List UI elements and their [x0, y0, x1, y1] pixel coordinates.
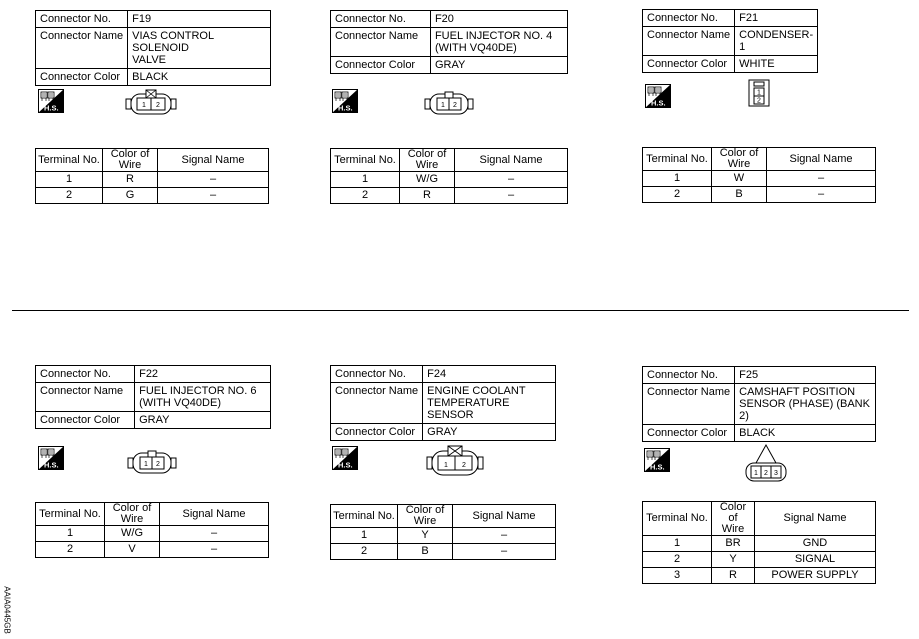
table-row: [643, 568, 876, 584]
connector-info-table: [642, 9, 818, 73]
signal-cell: POWER SUPPLY: [755, 568, 876, 584]
connector-face-icon: [424, 88, 474, 123]
connector-info-table: [35, 365, 271, 429]
figure-code-text: AAIA0445GB: [2, 586, 12, 634]
connector-color-value: BLACK: [735, 425, 876, 442]
pin-label: 1: [144, 461, 148, 468]
connector-no-value: F20: [430, 11, 567, 28]
connector-face-icon: [426, 443, 484, 484]
section-divider: [12, 310, 909, 311]
connector-face-icon: [125, 88, 177, 123]
signal-cell: –: [455, 188, 568, 204]
signal-cell: –: [160, 526, 269, 542]
connector-f21-block: [642, 9, 818, 73]
connector-color-value: BLACK: [128, 69, 271, 86]
signal-cell: –: [453, 544, 556, 560]
pin-label: 2: [453, 102, 457, 109]
table-row: [643, 536, 876, 552]
pin-label: 1: [441, 102, 445, 109]
table-row: [643, 552, 876, 568]
connector-no-label: Connector No.: [331, 366, 423, 383]
connector-info-table: [642, 366, 876, 442]
terminal-table: [330, 504, 556, 560]
connector-color-label: Connector Color: [331, 424, 423, 441]
hs-text: H.S.: [650, 462, 665, 472]
wire-color-header: Color of Wire: [712, 148, 767, 171]
signal-name-header: Signal Name: [767, 148, 876, 171]
pin-label: 2: [156, 461, 160, 468]
table-row: [331, 172, 568, 188]
figure-code: [1, 586, 13, 634]
table-row: [643, 187, 876, 203]
wire-cell: W/G: [400, 172, 455, 188]
connector-f20-block: [330, 10, 568, 74]
terminal-cell: 3: [643, 568, 712, 584]
pin-label: 2: [156, 102, 160, 109]
connector-color-label: Connector Color: [331, 57, 431, 74]
connector-no-value: F25: [735, 367, 876, 384]
connector-color-label: Connector Color: [36, 412, 135, 429]
harness-side-icon: [645, 84, 671, 108]
connector-name-value: CONDENSER-1: [735, 27, 818, 56]
table-row: [331, 188, 568, 204]
signal-name-header: Signal Name: [453, 505, 556, 528]
connector-no-value: F19: [128, 11, 271, 28]
connector-name-label: Connector Name: [643, 27, 735, 56]
terminal-cell: 2: [36, 542, 105, 558]
pin-label: 1: [757, 89, 761, 97]
terminal-no-header: Terminal No.: [36, 503, 105, 526]
hs-text: H.S.: [44, 103, 59, 113]
hs-text: H.S.: [338, 103, 353, 113]
terminal-no-header: Terminal No.: [331, 149, 400, 172]
connector-face-icon: [127, 447, 177, 482]
pin-label: 3: [774, 470, 778, 477]
terminal-cell: 1: [36, 526, 105, 542]
harness-side-icon: [332, 446, 358, 470]
pin-label: 2: [764, 470, 768, 477]
connector-no-label: Connector No.: [36, 11, 128, 28]
connector-info-table: [330, 10, 568, 74]
terminal-no-header: Terminal No.: [331, 505, 398, 528]
signal-cell: –: [158, 188, 269, 204]
terminal-no-header: Terminal No.: [643, 148, 712, 171]
wire-cell: W/G: [105, 526, 160, 542]
table-row: [36, 188, 269, 204]
terminal-table: [35, 502, 269, 558]
pin-label: 1: [142, 102, 146, 109]
connector-name-value: FUEL INJECTOR NO. 4 (WITH VQ40DE): [430, 28, 567, 57]
connector-name-label: Connector Name: [331, 383, 423, 424]
hs-text: H.S.: [651, 98, 666, 108]
connector-name-label: Connector Name: [36, 28, 128, 69]
connector-name-label: Connector Name: [643, 384, 735, 425]
harness-side-icon: [644, 448, 670, 472]
terminal-table: [35, 148, 269, 204]
table-row: [36, 542, 269, 558]
signal-cell: SIGNAL: [755, 552, 876, 568]
wire-cell: W: [712, 171, 767, 187]
signal-cell: GND: [755, 536, 876, 552]
connector-name-value: FUEL INJECTOR NO. 6 (WITH VQ40DE): [135, 383, 271, 412]
table-row: [643, 171, 876, 187]
terminal-cell: 2: [331, 544, 398, 560]
connector-f25-block: [642, 366, 876, 442]
wire-cell: G: [103, 188, 158, 204]
pin-label: 2: [462, 462, 466, 469]
pin-label: 2: [757, 97, 761, 105]
connector-no-label: Connector No.: [643, 10, 735, 27]
wire-color-header: Color of Wire: [712, 502, 755, 536]
wire-color-header: Color of Wire: [105, 503, 160, 526]
terminal-cell: 2: [36, 188, 103, 204]
wire-color-header: Color of Wire: [398, 505, 453, 528]
wire-cell: B: [398, 544, 453, 560]
connector-face-icon: [746, 78, 772, 113]
wire-cell: R: [103, 172, 158, 188]
wire-color-header: Color of Wire: [400, 149, 455, 172]
signal-name-header: Signal Name: [755, 502, 876, 536]
terminal-table: [330, 148, 568, 204]
wire-cell: BR: [712, 536, 755, 552]
connector-color-value: GRAY: [135, 412, 271, 429]
connector-name-label: Connector Name: [36, 383, 135, 412]
signal-cell: –: [767, 187, 876, 203]
table-row: [331, 544, 556, 560]
connector-info-table: [330, 365, 556, 441]
signal-name-header: Signal Name: [160, 503, 269, 526]
connector-no-value: F21: [735, 10, 818, 27]
connector-name-value: VIAS CONTROL SOLENOID VALVE: [128, 28, 271, 69]
terminal-table: [642, 147, 876, 203]
wire-color-header: Color of Wire: [103, 149, 158, 172]
pin-label: 1: [754, 470, 758, 477]
wire-cell: V: [105, 542, 160, 558]
table-row: [36, 526, 269, 542]
table-row: [36, 172, 269, 188]
signal-name-header: Signal Name: [158, 149, 269, 172]
terminal-cell: 1: [331, 528, 398, 544]
terminal-no-header: Terminal No.: [643, 502, 712, 536]
connector-face-icon: [742, 443, 790, 490]
wire-cell: R: [712, 568, 755, 584]
signal-cell: –: [455, 172, 568, 188]
connector-no-label: Connector No.: [36, 366, 135, 383]
wire-cell: B: [712, 187, 767, 203]
terminal-cell: 2: [643, 187, 712, 203]
connector-color-value: WHITE: [735, 56, 818, 73]
connector-color-label: Connector Color: [643, 56, 735, 73]
connector-color-value: GRAY: [430, 57, 567, 74]
connector-color-label: Connector Color: [643, 425, 735, 442]
harness-side-icon: [38, 446, 64, 470]
signal-name-header: Signal Name: [455, 149, 568, 172]
connector-no-value: F22: [135, 366, 271, 383]
hs-text: H.S.: [44, 460, 59, 470]
harness-side-icon: [332, 89, 358, 113]
signal-cell: –: [160, 542, 269, 558]
terminal-cell: 1: [643, 536, 712, 552]
connector-f19-block: [35, 10, 271, 86]
signal-cell: –: [158, 172, 269, 188]
wire-cell: Y: [398, 528, 453, 544]
terminal-table: [642, 501, 876, 584]
harness-side-icon: [38, 89, 64, 113]
terminal-cell: 2: [331, 188, 400, 204]
terminal-no-header: Terminal No.: [36, 149, 103, 172]
hs-text: H.S.: [338, 460, 353, 470]
terminal-cell: 1: [331, 172, 400, 188]
connector-name-label: Connector Name: [331, 28, 431, 57]
connector-color-value: GRAY: [423, 424, 556, 441]
connector-name-value: CAMSHAFT POSITION SENSOR (PHASE) (BANK 2): [735, 384, 876, 425]
connector-f22-block: [35, 365, 271, 429]
connector-no-label: Connector No.: [331, 11, 431, 28]
terminal-cell: 2: [643, 552, 712, 568]
connector-no-value: F24: [423, 366, 556, 383]
table-row: [331, 528, 556, 544]
terminal-cell: 1: [36, 172, 103, 188]
wire-cell: R: [400, 188, 455, 204]
pin-label: 1: [444, 462, 448, 469]
connector-info-table: [35, 10, 271, 86]
connector-f24-block: [330, 365, 556, 441]
connector-name-value: ENGINE COOLANT TEMPERATURE SENSOR: [423, 383, 556, 424]
terminal-cell: 1: [643, 171, 712, 187]
connector-color-label: Connector Color: [36, 69, 128, 86]
signal-cell: –: [767, 171, 876, 187]
wire-cell: Y: [712, 552, 755, 568]
signal-cell: –: [453, 528, 556, 544]
connector-no-label: Connector No.: [643, 367, 735, 384]
